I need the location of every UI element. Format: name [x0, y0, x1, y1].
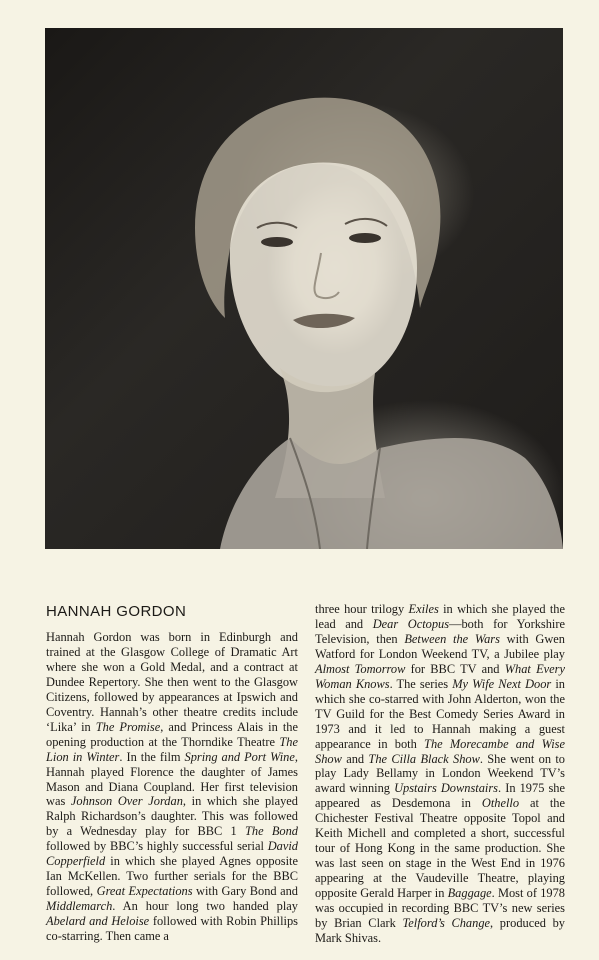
portrait-photo: [45, 28, 563, 549]
text-run: at the Chichester Festival Theatre opposite Topol and Keith Michell and completed a short, successful tour of Hong Kong in the same production. She was last seen on stage in the West End in 1976 appearing at the Vaudeville Theatre, playing opposite Gerald Harper in: [315, 796, 565, 901]
text-run: with Gwen Watford for London Weekend TV, a Jubilee play: [315, 631, 565, 661]
italic-title: The Bond: [245, 824, 298, 839]
italic-title: My Wife Next Door: [452, 676, 552, 691]
text-run: . An hour long two handed play: [112, 899, 298, 914]
text-run: —both for Yorkshire Television, then: [315, 616, 565, 646]
portrait-illustration: [45, 28, 563, 549]
italic-title: What Every Woman Knows: [315, 661, 565, 691]
article-column-left: [46, 630, 298, 944]
text-run: , in which she played Ralph Richardson’s daughter. This was followed by a Wednesday play for BBC 1: [46, 794, 298, 839]
text-run: . The series: [389, 676, 453, 691]
article-column-right: [315, 602, 565, 946]
text-run: for BBC TV and: [405, 661, 505, 676]
text-run: . Most of 1978 was occupied in recording BBC TV’s new series by Brian Clark: [315, 886, 565, 931]
text-run: . In 1975 she appeared as Desdemona in: [315, 781, 566, 811]
italic-title: Telford’s Change: [402, 916, 491, 931]
italic-title: Dear Octopus: [372, 616, 450, 631]
text-run: , produced by Mark Shivas.: [315, 916, 565, 945]
text-run: in which she played the lead and: [315, 602, 566, 631]
text-run: in which she played Agnes opposite Ian McKellen. Two further serials for the BBC followed,: [46, 854, 298, 899]
text-run: three hour trilogy: [315, 602, 409, 616]
italic-title: The Lion in Winter: [46, 734, 298, 764]
italic-title: The Promise: [95, 719, 161, 734]
italic-title: The Cilla Black Show: [368, 751, 480, 766]
text-run: and: [341, 751, 369, 766]
italic-title: Exiles: [408, 602, 439, 616]
italic-title: Othello: [481, 796, 520, 811]
italic-title: The Morecambe and Wise Show: [315, 736, 565, 766]
text-run: , Hannah played Florence the daughter of James Mason and Diana Coupland. Her first television was: [46, 749, 298, 809]
article-heading: HANNAH GORDON: [46, 603, 187, 620]
text-run: in which she co-starred with John Alderton, won the TV Guild for the Best Comedy Series Award in 1973 and it led to Hannah making a guest appearance in both: [315, 676, 565, 751]
italic-title: Middlemarch: [46, 899, 113, 914]
text-run: Hannah Gordon was born in Edinburgh and trained at the Glasgow College of Dramatic Art where she won a Gold Medal, and a contract at Dundee Repertory. She then went to the Glasgow Citizens, followed by appearances at Ipswich and Coventry. Hannah’s other theatre credits include ‘Lika’ in: [46, 630, 298, 734]
italic-title: Great Expectations: [96, 884, 193, 899]
text-run: followed with Robin Phillips co-starring. Then came a: [46, 914, 298, 944]
italic-title: Upstairs Downstairs: [394, 781, 499, 796]
text-run: with Gary Bond and: [192, 884, 298, 899]
italic-title: Almost Tomorrow: [315, 661, 406, 676]
text-run: . She went on to play Lady Bellamy in London Weekend TV’s award winning: [315, 751, 565, 796]
italic-title: Johnson Over Jordan: [70, 794, 183, 809]
text-run: followed by BBC’s highly successful serial: [46, 839, 268, 854]
italic-title: Between the Wars: [404, 631, 500, 646]
italic-title: Baggage: [447, 886, 492, 901]
italic-title: Spring and Port Wine: [184, 749, 295, 764]
text-run: , and Princess Alais in the opening production at the Thorndike Theatre: [46, 719, 298, 749]
italic-title: Abelard and Heloise: [46, 914, 150, 929]
italic-title: David Copperfield: [46, 839, 298, 869]
text-run: . In the film: [119, 749, 185, 764]
